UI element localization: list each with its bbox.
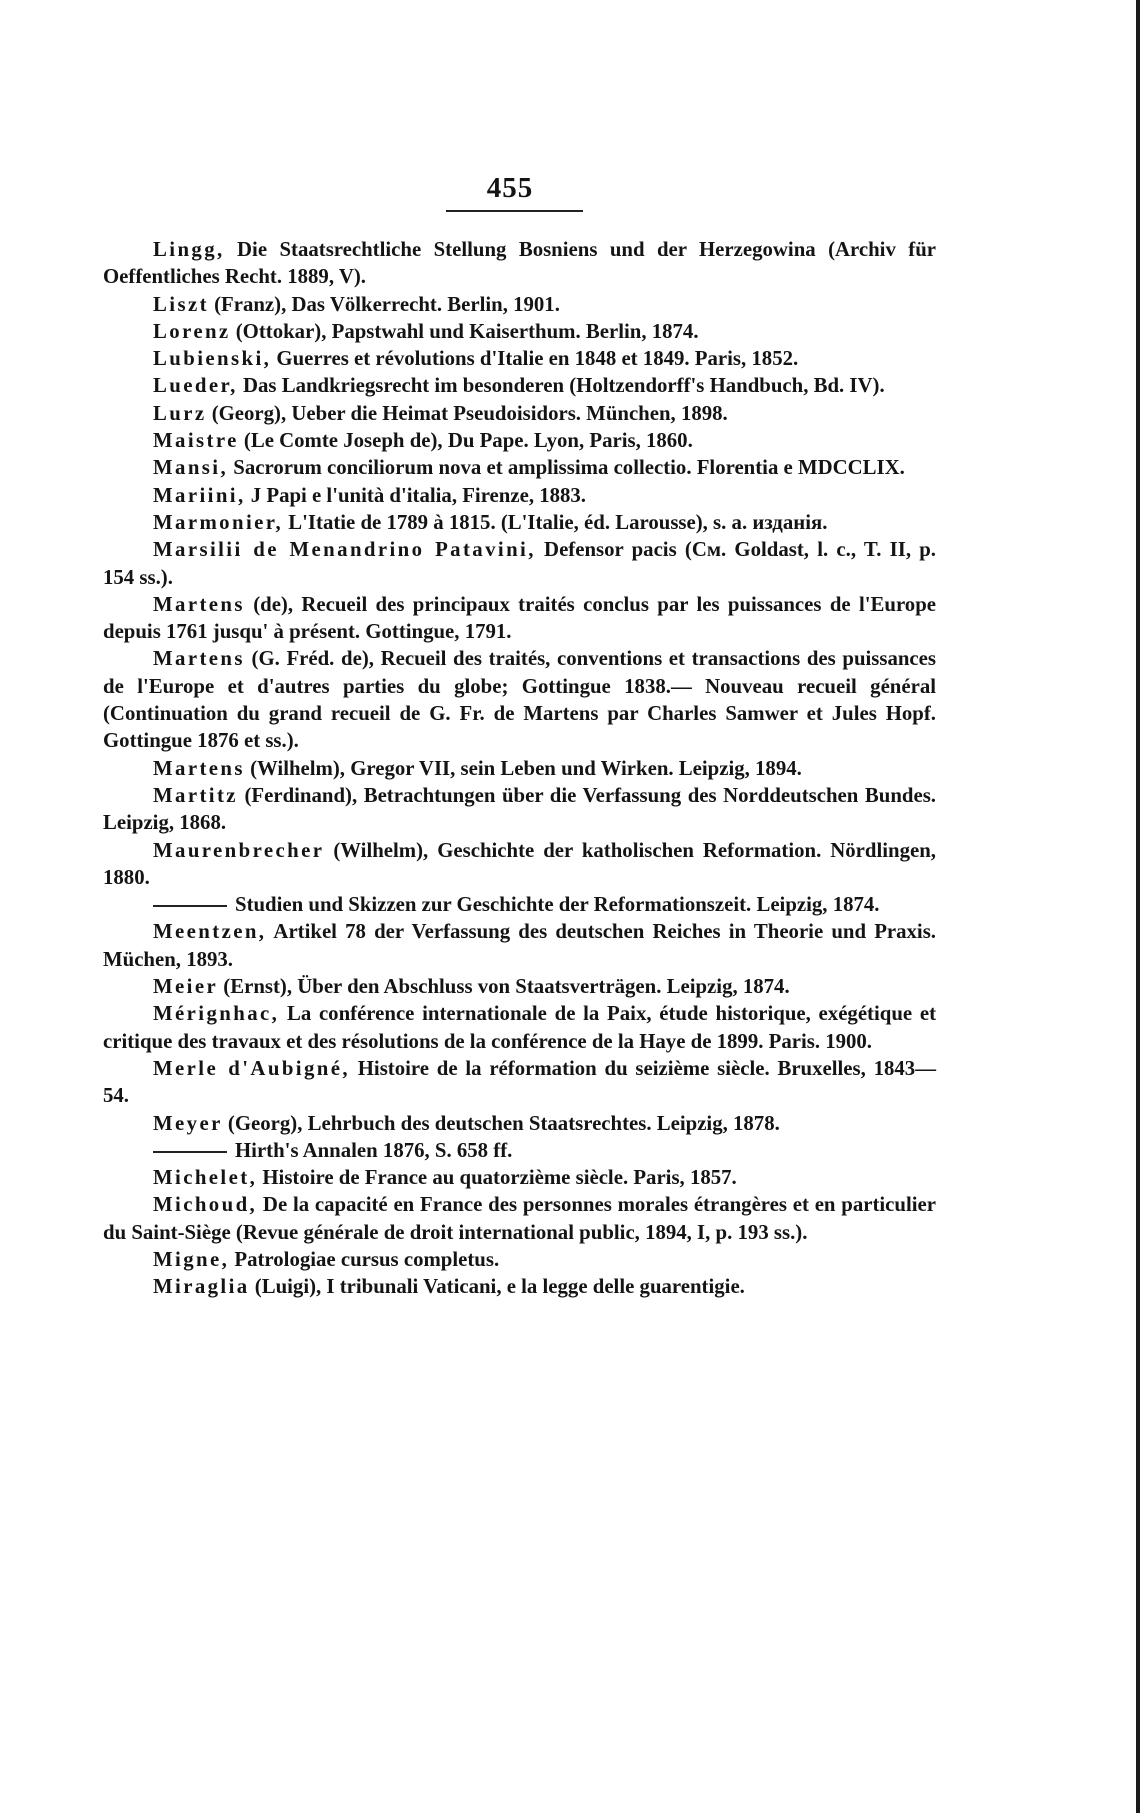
entry-text: (G. Fréd. de), Recueil des traités, conventions et transactions des puissances de l'Europe et d'autres parties du globe; Gottingue 1838.— Nouveau recueil général (Continuation du grand recueil de G. Fr. de Martens par Charles Samwer et Jules Hopf. Gottingue 1876 et ss.). [103,647,936,753]
entry-author: Martitz [153,783,238,807]
bibliography-list [103,236,936,1301]
entry-text: (Le Comte Joseph de), Du Pape. Lyon, Paris, 1860. [238,429,693,453]
entry-author: Mansi, [153,456,229,480]
bibliography-entry [103,755,936,782]
bibliography-entry [103,645,936,754]
bibliography-entry [103,482,936,509]
bibliography-entry [103,1246,936,1273]
entry-text: (Luigi), I tribunali Vaticani, e la legge delle guarentigie. [249,1275,745,1299]
entry-author: Michoud, [153,1193,258,1217]
entry-text: J Papi e l'unità d'italia, Firenze, 1883. [245,483,587,507]
bibliography-entry [103,236,936,291]
bibliography-entry [103,1000,936,1055]
entry-author: Meier [153,975,219,999]
bibliography-entry [103,509,936,536]
bibliography-entry [103,536,936,591]
entry-text: Hirth's Annalen 1876, S. 658 ff. [235,1138,513,1162]
bibliography-entry [103,318,936,345]
entry-text: La conférence internationale de la Paix, étude historique, exégétique et critique des travaux et des résolutions de la conférence de la Haye de 1899. Paris. 1900. [103,1002,936,1053]
entry-author: Liszt [153,292,209,316]
entry-author: Miraglia [153,1275,250,1299]
entry-text: Patrologiae cursus completus. [229,1247,500,1271]
bibliography-entry [103,1055,936,1110]
bibliography-entry [103,1110,936,1137]
entry-author: Migne, [153,1247,230,1271]
entry-author: Maistre [153,429,239,453]
bibliography-entry [103,291,936,318]
bibliography-entry [103,1273,936,1300]
entry-author: Lubienski, [153,347,272,371]
bibliography-entry [103,400,936,427]
entry-author: Merle d'Aubigné, [153,1056,350,1080]
ditto-dash [153,1151,227,1153]
entry-author: Marmonier, [153,510,284,534]
entry-author: Maurenbrecher [153,838,325,862]
entry-text: Die Staatsrechtliche Stellung Bosniens und der Herzegowina (Archiv für Oeffentliches Recht. 1889, V). [103,238,936,289]
entry-author: Lorenz [153,319,231,343]
entry-text: De la capacité en France des personnes morales étrangères et en particulier du Saint-Siège (Revue générale de droit international public, 1894, I, p. 193 ss.). [103,1193,936,1244]
entry-author: Mérignhac, [153,1002,280,1026]
bibliography-entry [103,372,936,399]
bibliography-entry [103,1164,936,1191]
entry-text: (de), Recueil des principaux traités conclus par les puissances de l'Europe depuis 1761 jusqu' à présent. Gottingue, 1791. [103,592,936,644]
entry-text: (Wilhelm), Geschichte der katholischen Reformation. Nördlingen, 1880. [103,838,936,889]
entry-text: Histoire de France au quatorzième siècle. Paris, 1857. [257,1166,737,1190]
entry-text: (Georg), Lehrbuch des deutschen Staatsrechtes. Leipzig, 1878. [222,1111,780,1135]
entry-text: (Ottokar), Papstwahl und Kaiserthum. Berlin, 1874. [230,319,699,343]
entry-text: Das Landkriegsrecht im besonderen (Holtzendorff's Handbuch, Bd. IV). [237,374,885,398]
bibliography-entry [103,918,936,973]
entry-author: Marsilii de Menandrino Patavini, [153,538,536,562]
bibliography-entry [103,1191,936,1246]
entry-author: Martens [153,647,245,671]
bibliography-entry [103,345,936,372]
entry-text: (Franz), Das Völkerrecht. Berlin, 1901. [208,292,560,316]
entry-text: Histoire de la réformation du seizième siècle. Bruxelles, 1843—54. [103,1056,937,1108]
bibliography-entry [103,782,936,837]
entry-author: Lurz [153,401,207,425]
entry-author: Meentzen, [153,920,267,944]
entry-author: Martens [153,592,245,616]
entry-author: Lingg, [153,238,225,261]
bibliography-entry [103,454,936,481]
entry-text: Artikel 78 der Verfassung des deutschen Reiches in Theorie und Praxis. Müchen, 1893. [103,920,936,971]
entry-author: Martens [153,756,245,780]
entry-text: Studien und Skizzen zur Geschichte der Reformationszeit. Leipzig, 1874. [235,893,880,917]
page-number: 455 [486,172,534,204]
entry-author: Mariini, [153,483,246,507]
entry-text: Sacrorum conciliorum nova et amplissima collectio. Florentia e MDCCLIX. [228,456,905,480]
entry-text: Defensor pacis (Cм. Goldast, l. c., T. II, p. 154 ss.). [103,538,937,589]
entry-author: Michelet, [153,1166,258,1190]
entry-text: Guerres et révolutions d'Italie en 1848 et 1849. Paris, 1852. [271,347,799,371]
entry-text: (Ernst), Über den Abschluss von Staatsverträgen. Leipzig, 1874. [218,975,790,999]
bibliography-entry [103,837,936,892]
ditto-dash [153,905,227,907]
entry-text: (Ferdinand), Betrachtungen über die Verfassung des Norddeutschen Bundes. Leipzig, 1868. [103,783,936,835]
entry-text: (Georg), Ueber die Heimat Pseudoisidors. München, 1898. [206,401,728,425]
entry-text: (Wilhelm), Gregor VII, sein Leben und Wirken. Leipzig, 1894. [244,756,802,780]
bibliography-entry-continuation [103,1137,936,1164]
page-edge-rule [1136,0,1140,1813]
bibliography-entry-continuation [103,891,936,918]
entry-author: Meyer [153,1111,223,1135]
page-number-underline [446,210,583,212]
entry-text: L'Itatie de 1789 à 1815. (L'Italie, éd. Larousse), s. a. изданія. [283,510,828,534]
bibliography-entry [103,973,936,1000]
bibliography-entry [103,427,936,454]
entry-author: Lueder, [153,374,238,398]
bibliography-entry [103,591,936,646]
